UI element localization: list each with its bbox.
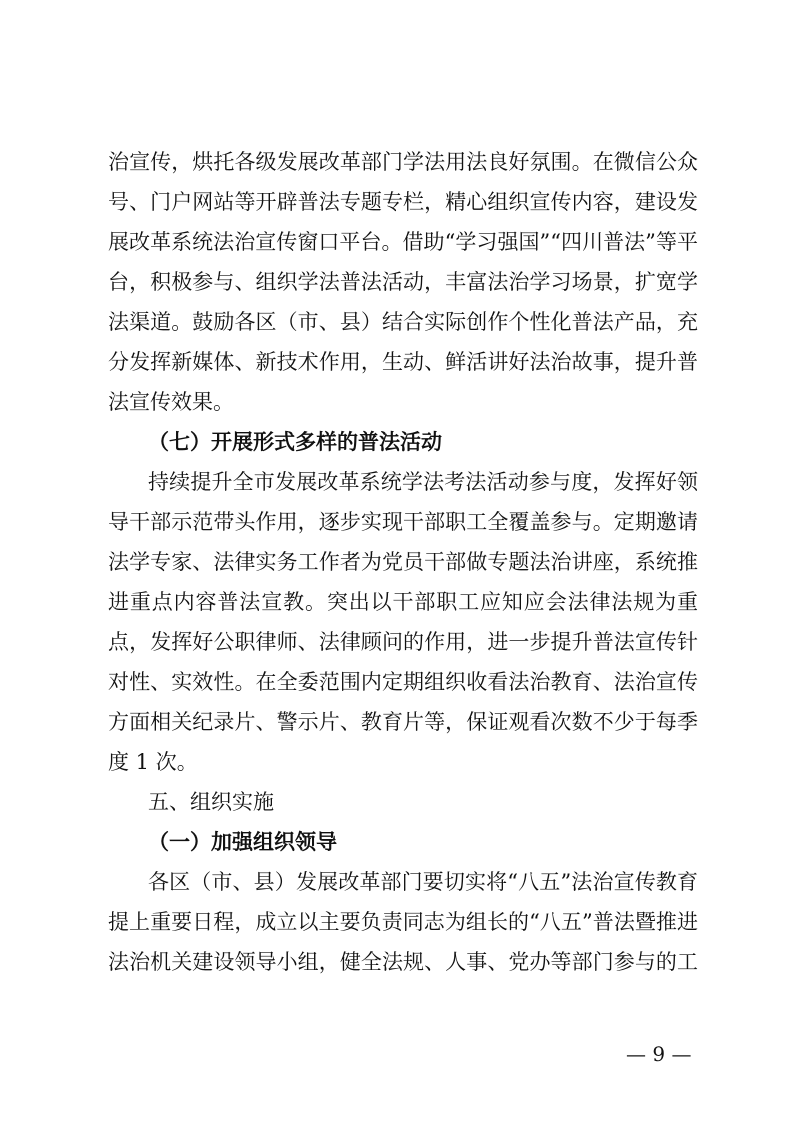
body-line: 方面相关纪录片、警示片、教育片等，保证观看次数不少于每季 <box>108 710 698 734</box>
body-line: 法渠道。鼓励各区（市、县）结合实际创作个性化普法产品，充 <box>108 310 698 334</box>
body-line: 法治机关建设领导小组，健全法规、人事、党办等部门参与的工 <box>108 950 698 974</box>
body-line: 点，发挥好公职律师、法律顾问的作用，进一步提升普法宣传针 <box>108 630 698 654</box>
body-line: 法学专家、法律实务工作者为党员干部做专题法治讲座，系统推 <box>108 550 698 574</box>
page-number: — 9 — <box>626 1042 692 1066</box>
subsection-heading-one: （一）加强组织领导 <box>148 830 337 854</box>
section-heading-five: 五、组织实施 <box>148 790 274 814</box>
body-line: 展改革系统法治宣传窗口平台。借助“学习强国”“四川普法”等平 <box>108 230 698 254</box>
body-line: 台，积极参与、组织学法普法活动，丰富法治学习场景，扩宽学 <box>108 270 698 294</box>
body-line: 法宣传效果。 <box>108 390 234 414</box>
body-line: 提上重要日程，成立以主要负责同志为组长的“八五”普法暨推进 <box>108 910 698 934</box>
body-line: 号、门户网站等开辟普法专题专栏，精心组织宣传内容，建设发 <box>108 190 698 214</box>
body-line: 分发挥新媒体、新技术作用，生动、鲜活讲好法治故事，提升普 <box>108 350 698 374</box>
section-heading-seven: （七）开展形式多样的普法活动 <box>148 430 442 454</box>
body-line: 持续提升全市发展改革系统学法考法活动参与度，发挥好领 <box>148 470 698 494</box>
body-line: 治宣传，烘托各级发展改革部门学法用法良好氛围。在微信公众 <box>108 150 698 174</box>
body-line: 度 1 次。 <box>108 750 198 774</box>
body-line: 各区（市、县）发展改革部门要切实将“八五”法治宣传教育 <box>148 870 698 894</box>
body-line: 导干部示范带头作用，逐步实现干部职工全覆盖参与。定期邀请 <box>108 510 698 534</box>
body-line: 对性、实效性。在全委范围内定期组织收看法治教育、法治宣传 <box>108 670 698 694</box>
body-line: 进重点内容普法宣教。突出以干部职工应知应会法律法规为重 <box>108 590 698 614</box>
